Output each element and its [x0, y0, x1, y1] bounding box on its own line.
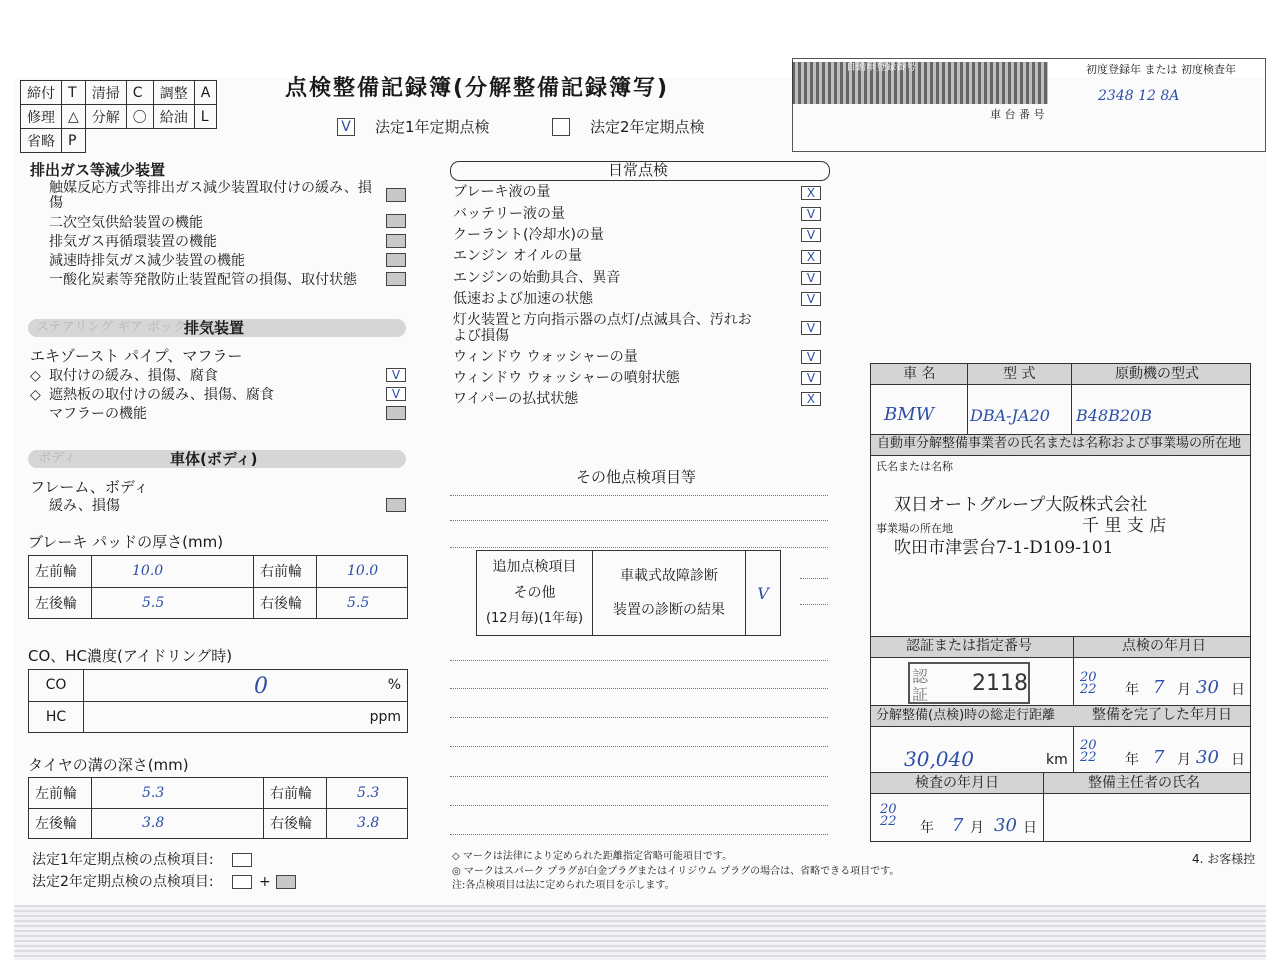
exhaust-item: マフラーの機能 — [49, 406, 147, 422]
distance-value: 30,040 — [904, 747, 974, 771]
dotted-line — [450, 805, 828, 806]
diagnosis-label: 装置の診断の結果 — [613, 602, 725, 618]
emission-box — [386, 234, 406, 248]
legend-plus: + — [259, 874, 271, 890]
legend-one-year: 法定1年定期点検の点検項目: — [32, 852, 214, 868]
note-line: ◎ マークはスパーク プラグが白金プラグまたはイリジウム プラグの場合は、省略できる項目です。 — [452, 866, 900, 877]
tire-label: 左後輪 — [29, 808, 92, 839]
grid-line — [1071, 364, 1072, 434]
exhaust-item: 取付けの緩み、損傷、腐食 — [49, 368, 218, 384]
completion-date-header: 整備を完了した年月日 — [1092, 707, 1232, 723]
daily-item: 灯火装置と方向指示器の点灯/点滅具合、汚れおよび損傷 — [453, 312, 752, 344]
legend-two-year: 法定2年定期点検の点検項目: — [32, 874, 214, 890]
additional-label: (12月毎)(1年毎) — [485, 611, 584, 626]
date-year: 2022 — [1080, 738, 1097, 765]
dotted-line — [450, 746, 828, 747]
daily-checkbox[interactable]: V — [801, 228, 821, 242]
vehicle-name-header: 車 名 — [903, 366, 936, 382]
tire-title: タイヤの溝の深さ(mm) — [28, 756, 189, 774]
day-char: 日 — [1231, 752, 1245, 768]
diagnosis-mark: V — [746, 551, 781, 636]
exhaust-checkbox[interactable]: V — [386, 387, 406, 401]
date-day: 30 — [1196, 747, 1219, 768]
dotted-line — [450, 520, 828, 521]
hc-label: HC — [29, 701, 84, 733]
date-day: 30 — [1196, 677, 1219, 698]
exhaust-checkbox[interactable]: V — [386, 368, 406, 382]
two-year-label: 法定2年定期点検 — [590, 118, 705, 136]
daily-item: ブレーキ液の量 — [453, 184, 551, 200]
customer-copy-label: 4. お客様控 — [1192, 852, 1256, 866]
date-month: 7 — [1153, 747, 1165, 768]
grid-line — [967, 364, 968, 434]
legend-white-box — [232, 875, 252, 889]
additional-label: 追加点検項目 — [492, 559, 577, 575]
daily-item: バッテリー液の量 — [453, 206, 565, 222]
tire-value: 3.8 — [327, 808, 408, 839]
tire-value: 5.3 — [92, 778, 264, 809]
tire-label: 右前輪 — [264, 778, 327, 809]
daily-item: 低速および加速の状態 — [453, 291, 593, 307]
day-char: 日 — [1231, 682, 1245, 698]
exhaust-item: 遮熱板の取付けの緩み、損傷、腐食 — [49, 387, 274, 403]
dotted-line — [450, 717, 828, 718]
chief-mechanic-header: 整備主任者の氏名 — [1088, 775, 1200, 791]
other-title: その他点検項目等 — [576, 468, 697, 486]
distance-unit: km — [1046, 752, 1068, 768]
daily-checkbox[interactable]: X — [801, 392, 821, 406]
year-char: 年 — [1125, 752, 1139, 768]
emission-item: 減速時排気ガス減少装置の機能 — [49, 253, 245, 269]
legend-mark: P — [62, 129, 86, 153]
legend-mark: A — [194, 81, 217, 105]
daily-item: ワイパーの払拭状態 — [453, 391, 579, 407]
emission-box — [386, 253, 406, 267]
registration-label: 自動車登録番号 — [846, 62, 916, 73]
business-address: 吹田市津雲台7-1-D109-101 — [894, 538, 1114, 558]
month-char: 月 — [970, 820, 984, 836]
daily-title: 日常点検 — [608, 161, 669, 179]
exhaust-sub: エキゾースト パイプ、マフラー — [30, 347, 243, 365]
daily-checkbox[interactable]: V — [801, 371, 821, 385]
tire-value: 5.3 — [327, 778, 408, 809]
emission-box — [386, 188, 406, 202]
daily-checkbox[interactable]: X — [801, 186, 821, 200]
brake-pad-value: 10.0 — [92, 556, 254, 588]
day-char: 日 — [1023, 820, 1037, 836]
co-hc-table — [28, 669, 408, 733]
co-label: CO — [29, 670, 84, 702]
brake-pad-label: 右前輪 — [254, 556, 317, 588]
legend-label: 省略 — [21, 129, 62, 153]
body-title: 車体(ボディ) — [170, 450, 258, 468]
emission-item: 触媒反応方式等排出ガス減少装置取付けの緩み、損傷 — [49, 180, 372, 211]
legend-label: 修理 — [21, 105, 62, 129]
exhaust-title: 排気装置 — [184, 319, 245, 337]
dotted-line — [800, 578, 828, 579]
chassis-label: 車 台 番 号 — [990, 108, 1045, 121]
distance-header: 分解整備(点検)時の総走行距離 — [876, 708, 1056, 723]
inspection-date-header: 点検の年月日 — [1122, 638, 1206, 654]
emission-box — [386, 214, 406, 228]
date-day: 30 — [994, 815, 1017, 836]
vehicle-model-header: 型 式 — [1003, 366, 1036, 382]
legend-label: 締付 — [21, 81, 62, 105]
legend-mark: L — [194, 105, 217, 129]
diamond-icon: ◇ — [30, 387, 41, 403]
brake-pad-title: ブレーキ パッドの厚さ(mm) — [28, 533, 224, 551]
emission-item: 一酸化炭素等発散防止装置配管の損傷、取付状態 — [49, 272, 357, 288]
company-name: 双日オートグループ大阪株式会社 — [894, 495, 1148, 515]
brake-pad-value: 10.0 — [317, 556, 408, 588]
faded-heading: ボディ — [38, 451, 76, 466]
daily-checkbox[interactable]: V — [801, 207, 821, 221]
tire-label: 左前輪 — [29, 778, 92, 809]
daily-checkbox[interactable]: X — [801, 250, 821, 264]
legend-label: 調整 — [153, 81, 194, 105]
daily-item: エンジンの始動具合、異音 — [453, 270, 621, 286]
stamp-text: 認証 — [912, 667, 929, 704]
cert-header: 認証または指定番号 — [906, 638, 1032, 654]
date-year: 2022 — [880, 802, 897, 829]
date-year: 2022 — [1080, 670, 1097, 697]
exhaust-box — [386, 406, 406, 420]
legend-label: 分解 — [85, 105, 126, 129]
emission-title: 排出ガス等減少装置 — [30, 161, 166, 179]
cert-number: 2118 — [972, 671, 1028, 696]
paper-stack-edge — [14, 905, 1266, 960]
daily-checkbox[interactable]: V — [801, 271, 821, 285]
engine-model: B48B20B — [1076, 406, 1152, 425]
daily-item: ウィンドウ ウォッシャーの量 — [453, 349, 638, 365]
one-year-label: 法定1年定期点検 — [375, 118, 490, 136]
diagnosis-table — [476, 550, 781, 636]
daily-item: ウィンドウ ウォッシャーの噴射状態 — [453, 370, 680, 386]
tire-value: 3.8 — [92, 808, 264, 839]
grid-line — [1043, 772, 1044, 842]
co-unit: % — [387, 677, 401, 694]
vehicle-name: BMW — [884, 404, 935, 425]
legend-label: 給油 — [153, 105, 194, 129]
co-hc-title: CO、HC濃度(アイドリング時) — [28, 647, 233, 665]
diagnosis-label: 車載式故障診断 — [620, 568, 718, 584]
grid-line — [1073, 636, 1074, 772]
legend-white-box — [232, 853, 252, 867]
daily-checkbox[interactable]: V — [801, 321, 821, 335]
brake-pad-label: 右後輪 — [254, 587, 317, 619]
year-char: 年 — [1125, 682, 1139, 698]
dotted-line — [450, 834, 828, 835]
grid-line — [871, 384, 1250, 385]
page-title: 点検整備記録簿(分解整備記録簿写) — [285, 76, 670, 101]
legend-label: 清掃 — [85, 81, 126, 105]
emission-box — [386, 272, 406, 286]
legend-mark: T — [62, 81, 86, 105]
redaction-mark — [792, 62, 1048, 104]
month-char: 月 — [1177, 752, 1191, 768]
emission-item: 二次空気供給装置の機能 — [49, 215, 203, 231]
date-month: 7 — [952, 815, 964, 836]
daily-checkbox[interactable]: V — [801, 292, 821, 306]
emission-item: 排気ガス再循環装置の機能 — [49, 234, 217, 250]
name-label: 氏名または名称 — [876, 460, 953, 473]
brake-pad-label: 左後輪 — [29, 587, 92, 619]
dotted-line — [450, 688, 828, 689]
one-year-checkbox[interactable]: V — [337, 118, 355, 136]
month-char: 月 — [1177, 682, 1191, 698]
legend-mark: 〇 — [126, 105, 153, 129]
note-line: ◇ マークは法律により定められた距離指定省略可能項目です。 — [452, 851, 733, 862]
legend-mark: △ — [62, 105, 86, 129]
brake-pad-value: 5.5 — [317, 587, 408, 619]
branch-name: 千 里 支 店 — [1082, 516, 1167, 536]
brake-pad-value: 5.5 — [92, 587, 254, 619]
vehicle-model: DBA-JA20 — [970, 406, 1050, 425]
year-char: 年 — [920, 820, 934, 836]
co-hc-value: 0 — [254, 674, 268, 699]
daily-checkbox[interactable]: V — [801, 350, 821, 364]
body-box — [386, 498, 406, 512]
legend-gray-box — [276, 875, 296, 889]
faded-heading: ステアリング ギア ボックス — [36, 320, 200, 335]
engine-model-header: 原動機の型式 — [1115, 366, 1199, 382]
exam-date-header: 検査の年月日 — [915, 775, 999, 791]
dotted-line — [800, 604, 828, 605]
dotted-line — [450, 776, 828, 777]
business-header: 自動車分解整備事業者の氏名または名称および事業場の所在地 — [877, 436, 1242, 451]
tire-label: 右後輪 — [264, 808, 327, 839]
tire-table — [28, 777, 408, 839]
brake-pad-label: 左前輪 — [29, 556, 92, 588]
note-line: 注:各点検項目は法に定められた項目を示します。 — [452, 880, 675, 891]
legend-mark: C — [126, 81, 153, 105]
first-registration-label: 初度登録年 または 初度検査年 — [1086, 63, 1236, 76]
daily-item: クーラント(冷却水)の量 — [453, 227, 604, 243]
dotted-line — [450, 495, 828, 496]
first-registration-value: 2348 12 8A — [1098, 88, 1180, 104]
diamond-icon: ◇ — [30, 368, 41, 384]
address-label: 事業場の所在地 — [876, 522, 953, 535]
date-month: 7 — [1153, 677, 1165, 698]
body-item: 緩み、損傷 — [49, 498, 120, 514]
dotted-line — [450, 660, 828, 661]
brake-pad-table — [28, 555, 408, 619]
additional-label: その他 — [513, 585, 556, 601]
two-year-checkbox[interactable] — [552, 118, 570, 136]
daily-item: エンジン オイルの量 — [453, 248, 583, 264]
dotted-line — [450, 547, 828, 548]
hc-unit: ppm — [84, 701, 408, 733]
body-sub: フレーム、ボディ — [30, 478, 149, 496]
